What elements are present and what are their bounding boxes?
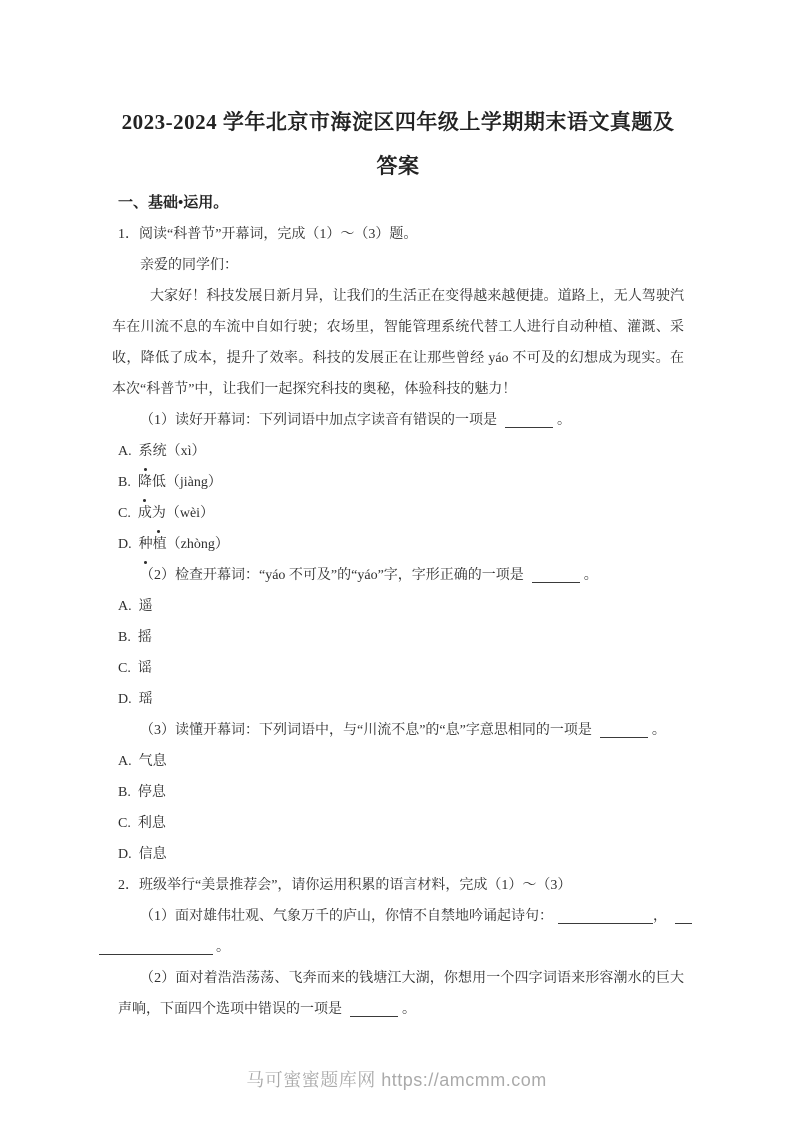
q2-sub2-line-1: （2）面对着浩浩荡荡、飞奔而来的钱塘江大湖，你想用一个四字词语来形容潮水的巨大 <box>140 971 684 986</box>
q1-sub1-option-a <box>112 436 684 467</box>
dotted-char: 种 <box>139 529 153 560</box>
q2-sub1-line2-end: 。 <box>216 940 230 955</box>
option-label: C. <box>118 506 131 521</box>
section-heading: 一、基础•运用。 <box>118 195 229 211</box>
option-text: （wèi） <box>165 506 215 521</box>
q1-sub1-stem-end: 。 <box>557 413 571 428</box>
q1-sub2-stem-end: 。 <box>583 568 598 583</box>
q1-sub2-option-c <box>112 653 684 684</box>
watermark-footer: 马可蜜蜜题库网 https://amcmm.com <box>246 1070 547 1090</box>
q1-sub1-stem <box>112 405 684 436</box>
option-label: D. <box>118 537 132 552</box>
option-label: D. <box>118 692 132 707</box>
option-label: A. <box>118 754 132 769</box>
page-title <box>118 100 678 188</box>
document-content <box>112 100 684 1025</box>
option-text: 谣 <box>137 661 152 676</box>
dotted-char: 为 <box>152 498 166 529</box>
answer-blank <box>558 909 653 924</box>
option-text: 利息 <box>137 816 166 831</box>
q2-sub2-line-2 <box>112 994 684 1025</box>
question-2-stem: 2．班级举行“美景推荐会”，请你运用积累的语言材料，完成（1）～（3） <box>118 878 572 893</box>
option-label: B. <box>118 630 131 645</box>
answer-blank <box>99 940 213 955</box>
option-text: 植（zhòng） <box>152 537 229 552</box>
q1-sub3-stem <box>112 715 684 746</box>
option-text: 信息 <box>138 847 167 862</box>
option-text: 低（jiàng） <box>151 475 222 490</box>
option-label: D. <box>118 847 132 862</box>
option-label: A. <box>118 444 132 459</box>
q1-sub2-stem <box>112 560 684 591</box>
option-label: B. <box>118 475 131 490</box>
answer-blank <box>532 568 580 583</box>
option-text: 成 <box>137 506 152 521</box>
q1-sub3-option-b <box>112 777 684 808</box>
q1-sub3-stem-text: （3）读懂开幕词：下列词语中，与“川流不息”的“息”字意思相同的一项是 <box>140 723 592 738</box>
passage-line-1: 大家好！科技发展日新月异，让我们的生活正在变得越来越便捷。道路上，无人驾驶汽 <box>150 289 684 304</box>
option-text: 统（xì） <box>152 444 206 459</box>
q1-sub1-stem-text: （1）读好开幕词：下列词语中加点字读音有错误的一项是 <box>140 413 497 428</box>
q1-sub3-option-a <box>112 746 684 777</box>
passage-greeting: 亲爱的同学们： <box>140 258 238 273</box>
q1-sub3-option-d <box>112 839 684 870</box>
q1-sub2-option-b <box>112 622 684 653</box>
option-text: 遥 <box>138 599 153 614</box>
answer-blank <box>350 1002 398 1017</box>
answer-blank <box>505 413 553 428</box>
q2-sub2-line2-end: 。 <box>402 1002 416 1017</box>
option-label: A. <box>118 599 132 614</box>
option-label: C. <box>118 816 131 831</box>
q1-sub2-option-a <box>112 591 684 622</box>
q1-sub2-stem-text: （2）检查开幕词：“yáo 不可及”的“yáo”字，字形正确的一项是 <box>140 568 524 583</box>
q1-sub1-option-c <box>112 498 684 529</box>
dotted-char: 系 <box>139 436 153 467</box>
passage-line-3: 收，降低了成本，提升了效率。科技的发展正在让那些曾经 yáo 不可及的幻想成为现实。在 <box>112 351 684 366</box>
answer-blank <box>600 723 648 738</box>
answer-blank <box>675 909 692 924</box>
q1-sub3-stem-end: 。 <box>651 723 666 738</box>
q1-sub1-option-d <box>112 529 684 560</box>
passage-line-2: 车在川流不息的车流中自如行驶；农场里，智能管理系统代替工人进行自动种植、灌溉、采 <box>112 320 684 335</box>
question-1-stem: 1．阅读“科普节”开幕词，完成（1）～（3）题。 <box>118 227 418 242</box>
q2-sub2-text: 声响，下面四个选项中错误的一项是 <box>118 1002 342 1017</box>
q1-sub1-option-b <box>112 467 684 498</box>
dotted-char: 降 <box>138 467 152 498</box>
option-text: 停息 <box>137 785 166 800</box>
q1-sub2-option-d <box>112 684 684 715</box>
q2-sub1-text: （1）面对雄伟壮观、气象万千的庐山，你情不自禁地吟诵起诗句： <box>140 909 553 924</box>
option-text: 瑶 <box>138 692 153 707</box>
option-label: B. <box>118 785 131 800</box>
q2-sub1-comma: ， <box>653 909 667 924</box>
title-line-1: 2023-2024 学年北京市海淀区四年级上学期期末语文真题及 <box>121 110 675 134</box>
option-text: 气息 <box>138 754 167 769</box>
title-line-2: 答案 <box>376 154 420 178</box>
option-label: C. <box>118 661 131 676</box>
q2-sub1-line-1 <box>112 901 684 932</box>
option-text: 摇 <box>137 630 152 645</box>
passage-line-4: 本次“科普节”中，让我们一起探究科技的奥秘，体验科技的魅力！ <box>112 382 517 397</box>
q2-sub1-line-2 <box>99 932 684 963</box>
q1-sub3-option-c <box>112 808 684 839</box>
